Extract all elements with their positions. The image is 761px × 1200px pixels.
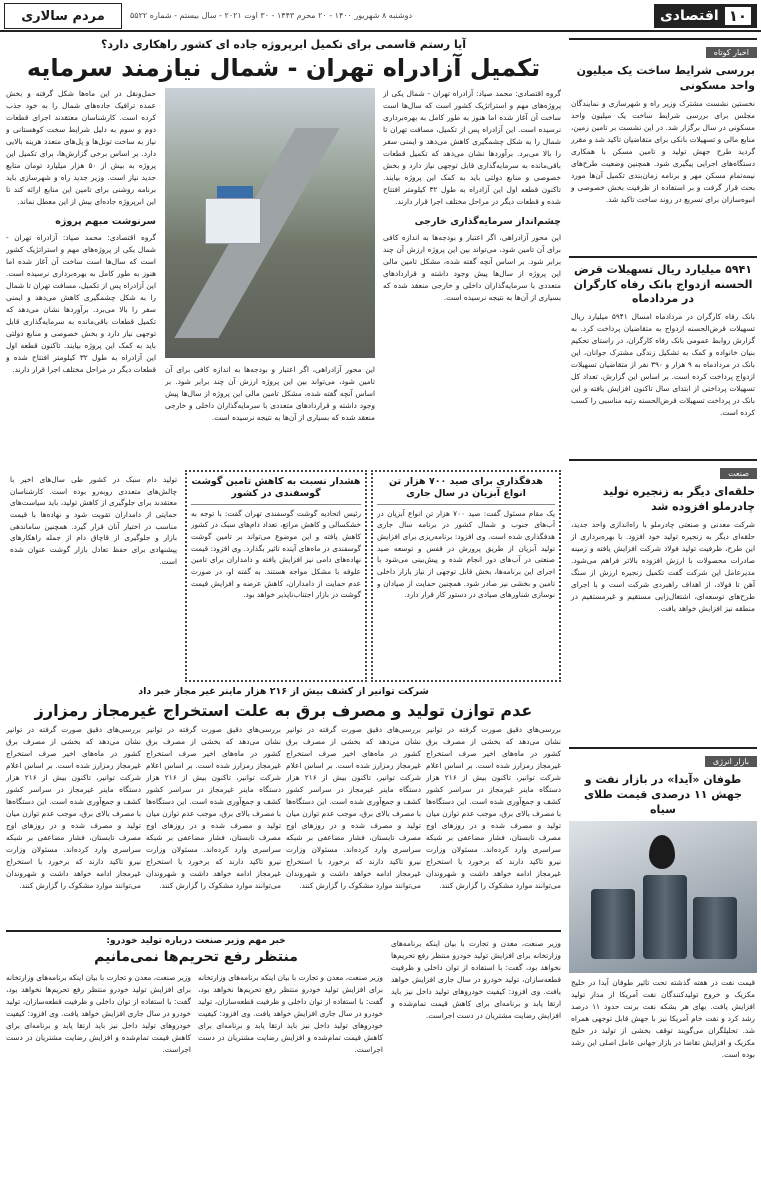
dateline: دوشنبه ۸ شهریور ۱۴۰۰ - ۲۰ محرم ۱۴۴۳ - ۳۰ اوت ۲۰۲۱ - سال بیستم - شماره ۵۵۲۲ — [130, 11, 413, 20]
news-body: بانک رفاه کارگران در مردادماه امسال ۵۹۴۱ میلیارد ریال تسهیلات قرض‌الحسنه ازدواج به متقاضیان پرداخت کرد. به گزارش روابط عمومی بانک رفاه کارگران، در راستای تحکیم بنیان خانواده و کمک به تشکیل زندگی مشترک جوانان، این بانک در مردادماه به ۹ هزار و ۳۹۰ نفر از متقاضیان تسهیلات ازدواج پرداخت کرده است. بر اساس این گزارش، تعداد کل تسهیلات پرداختی از ابتدای سال تاکنون افزایش یافته و این بانک در پرداخت تسهیلات قرض‌الحسنه رتبه مناسبی را کسب کرده است. — [571, 312, 755, 418]
oil-barrels-photo — [569, 821, 757, 973]
boxed-body: رئیس اتحادیه گوشت گوسفندی تهران گفت: با توجه به خشکسالی و کاهش مراتع، تعداد دام‌های سبک در کشور کاهش یافته و این موضوع می‌تواند بر تامین گوشت گوسفندی در ماه‌های آینده تاثیر بگذارد. وی افزود: قیمت نهاده‌های دامی نیز افزایش یافته و دامداران برای تامین علوفه با مشکل مواجه هستند. به گفته او، در صورت عدم حمایت از دامداران، کاهش عرضه و افزایش قیمت گوشت در بازار اجتناب‌ناپذیر خواهد بود. — [191, 508, 361, 600]
article-column — [146, 724, 281, 924]
boxed-headline[interactable]: هشدار نسبت به کاهش تامین گوشت گوسفندی در کشور — [191, 476, 361, 505]
article-text: این محور آزادراهی، اگر اعتبار و بودجه‌ها به اندازه کافی برای آن تامین شود، می‌تواند بین این پروژه ارزش آن چند برابر شود. بر اساس آنچه گفته شده، مشکل تامین مالی این پروژه از سال‌ها پیش وجود داشته و قراردادهای متعددی با سرمایه‌گذاران داخلی و خارجی منعقد شده که بسیاری از آن‌ها به نتیجه نرسیده است. — [383, 233, 561, 303]
article-column — [426, 724, 561, 924]
article-column — [383, 88, 561, 468]
highway-photo — [165, 88, 375, 358]
masthead — [0, 0, 761, 32]
article-column — [165, 364, 375, 468]
article-column — [6, 972, 191, 1192]
page-badge — [654, 4, 757, 28]
boxed-story — [371, 470, 561, 682]
energy-story — [6, 724, 561, 924]
oil-drop-icon — [649, 835, 675, 869]
barrel-image — [693, 897, 737, 959]
paper-logo: مردم سالاری — [4, 3, 122, 29]
building-shape — [205, 198, 261, 244]
sidebar — [569, 38, 757, 1085]
barrel-image — [643, 875, 687, 959]
energy-headline[interactable]: عدم توازن تولید و مصرف برق به علت استخراج غیرمجاز رمزارز — [34, 701, 533, 720]
section-name: اقتصادی — [659, 8, 719, 24]
article-column — [6, 724, 141, 924]
boxed-body: تولید دام سبک در کشور طی سال‌های اخیر با چالش‌های متعددی روبه‌رو بوده است. کارشناسان معتقدند برای جلوگیری از کاهش تولید، باید سیاست‌های حمایتی از دامداران تقویت شود و نهاده‌ها با قیمت مناسب در اختیار آنان قرار گیرد. همچنین ساماندهی بازار و جلوگیری از قاچاق دام از جمله راهکارهای پیشنهادی برای حفظ تعادل بازار گوشت عنوان شده است. — [10, 475, 177, 566]
article-text: بررسی‌های دقیق صورت گرفته در توانیر نشان می‌دهد که بخشی از مصرف برق کشور در ماه‌های اخیر صرف استخراج غیرمجاز رمزارز شده است. بر اساس اعلام شرکت توانیر، تاکنون بیش از ۲۱۶ هزار دستگاه ماینر غیرمجاز در سراسر کشور کشف و جمع‌آوری شده است. این دستگاه‌ها با مصرف بالای برق، موجب عدم توازن میان تولید و مصرف شده و در روزهای اوج مصرف تابستان، فشار مضاعفی بر شبکه سراسری وارد کرده‌اند. مسئولان وزارت نیرو تاکید دارند که برخورد با استخراج غیرمجاز ادامه خواهد داشت و شهروندان می‌توانند موارد مشکوک را گزارش کنند. — [6, 725, 141, 890]
news-body: نخستین نشست مشترک وزیر راه و شهرسازی و نمایندگان مجلس برای بررسی شرایط ساخت یک میلیون واحد مسکونی در سال برگزار شد. در این نشست بر تامین زمین، منابع مالی و تسهیلات بانکی برای متقاضیان تاکید شد و مقرر گردید طرح جهش تولید و تامین مسکن با همکاری دستگاه‌های اجرایی پیگیری شود. همچنین وضعیت طرح‌های نیمه‌تمام مسکن مهر و برنامه زمان‌بندی تکمیل آن‌ها مورد بحث قرار گرفت و بر استفاده از ظرفیت بخش خصوصی و انبوه‌سازان برای تسریع در روند ساخت تاکید شد. — [571, 98, 755, 204]
news-headline[interactable]: ۵۹۴۱ میلیارد ریال تسهیلات قرض الحسنه ازدواج بانک رفاه کارگران در مردادماه — [573, 262, 753, 306]
article-text: گروه اقتصادی: محمد صیاد: آزادراه تهران - شمال یکی از پروژه‌های مهم و استراتژیک کشور است که سال‌ها است ساخت آن آغاز شده اما هنوز به طور کامل به بهره‌برداری نرسیده است. این آزادراه پس از تکمیل، مسافت تهران تا شمال را به شکل چشمگیری کاهش می‌دهد و ایمنی سفر را بالا می‌برد. برآوردها نشان می‌دهد که تکمیل قطعات باقی‌مانده به سرمایه‌گذاری قابل توجهی نیاز دارد و بخش خصوصی و منابع دولتی باید به کمک این پروژه بیایند. تاکنون قطعه اول این آزادراه به طول ۳۲ کیلومتر افتتاح شده و قطعات دیگر در مراحل مختلف اجرا قرار دارند. — [6, 233, 156, 375]
article-text: حمل‌ونقل در این ماه‌ها شکل گرفته و بخش عمده ترافیک جاده‌های شمال را به خود جذب کرده است. کارشناسان معتقدند اجرای قطعات دوم و سوم به دلیل شرایط سخت کوهستانی و نیاز به ساخت تونل‌ها و پل‌های متعدد هزینه بالایی دارد. بر اساس برخی گزارش‌ها، برای تکمیل این پروژه به بیش از ۵۰ هزار میلیارد تومان منابع جدید نیاز است. وزیر جدید راه و شهرسازی باید برنامه روشنی برای تامین این منابع ارائه کند تا این ابرپروژه جاده‌ای بیش از این معطل نماند. — [6, 89, 156, 206]
news-kicker: بازار انرژی — [705, 756, 757, 767]
article-text: بررسی‌های دقیق صورت گرفته در توانیر نشان می‌دهد که بخشی از مصرف برق کشور در ماه‌های اخیر صرف استخراج غیرمجاز رمزارز شده است. بر اساس اعلام شرکت توانیر، تاکنون بیش از ۲۱۶ هزار دستگاه ماینر غیرمجاز در سراسر کشور کشف و جمع‌آوری شده است. این دستگاه‌ها با مصرف بالای برق، موجب عدم توازن میان تولید و مصرف شده و در روزهای اوج مصرف تابستان، فشار مضاعفی بر شبکه سراسری وارد کرده‌اند. مسئولان وزارت نیرو تاکید دارند که برخورد با استخراج غیرمجاز ادامه خواهد داشت و شهروندان می‌توانند موارد مشکوک را گزارش کنند. — [426, 725, 561, 890]
article-text: وزیر صنعت، معدن و تجارت با بیان اینکه برنامه‌های وزارتخانه برای افزایش تولید خودرو منتظر رفع تحریم‌ها نخواهد بود، گفت: با استفاده از توان داخلی و ظرفیت قطعه‌سازان، تولید خودرو در سال جاری افزایش خواهد یافت. وی افزود: کیفیت خودروهای تولید داخل نیز باید ارتقا یابد و برنامه‌ای برای کاهش قیمت تمام‌شده و افزایش رضایت مشتریان در دست اجراست. — [198, 973, 383, 1054]
subheading: سرنوشت مبهم پروژه — [55, 215, 156, 227]
news-item — [569, 747, 757, 1078]
article-text: وزیر صنعت، معدن و تجارت با بیان اینکه برنامه‌های وزارتخانه برای افزایش تولید خودرو منتظر رفع تحریم‌ها نخواهد بود، گفت: با استفاده از توان داخلی و ظرفیت قطعه‌سازان، تولید خودرو در سال جاری افزایش خواهد یافت. وی افزود: کیفیت خودروهای تولید داخل نیز باید ارتقا یابد و برنامه‌ای برای کاهش قیمت تمام‌شده و افزایش رضایت مشتریان در دست اجراست. — [6, 973, 191, 1054]
news-item — [569, 459, 757, 739]
boxed-story — [6, 470, 181, 682]
boxed-headline[interactable]: هدفگذاری برای صید ۷۰۰ هزار تن انواع آبزیان در سال جاری — [377, 476, 555, 505]
boxed-body: یک مقام مسئول گفت: صید ۷۰۰ هزار تن انواع آبزیان در آب‌های جنوب و شمال کشور در برنامه سال جاری هدفگذاری شده است. وی افزود: برنامه‌ریزی برای افزایش تولید آبزیان از طریق پرورش در قفس و توسعه صید صنعتی در آب‌های دور انجام شده و پیش‌بینی می‌شود با اجرای این برنامه‌ها، بخش قابل توجهی از نیاز بازار داخلی تامین و بخشی نیز صادر شود. همچنین حمایت از صیادان و نوسازی شناورهای صیادی در دستور کار قرار دارد. — [377, 508, 555, 600]
energy-kicker: شرکت توانیر از کشف بیش از ۲۱۶ هزار ماینر غیر مجاز خبر داد — [138, 686, 429, 697]
news-item — [569, 256, 757, 452]
news-headline[interactable]: بررسی شرایط ساخت یک میلیون واحد مسکونی — [576, 64, 755, 92]
news-kicker: صنعت — [720, 468, 757, 479]
page-number: ۱۰ — [725, 7, 751, 25]
bottom-headline[interactable]: منتظر رفع تحریم‌ها نمی‌مانیم — [94, 949, 298, 965]
news-headline[interactable]: حلقه‌ای دیگر به زنجیره تولید چادرملو افزوده شد — [602, 485, 755, 514]
article-text: وزیر صنعت، معدن و تجارت با بیان اینکه برنامه‌های وزارتخانه برای افزایش تولید خودرو منتظر رفع تحریم‌ها نخواهد بود، گفت: با استفاده از توان داخلی و ظرفیت قطعه‌سازان، تولید خودرو در سال جاری افزایش خواهد یافت. وی افزود: کیفیت خودروهای تولید داخل نیز باید ارتقا یابد و برنامه‌ای برای کاهش قیمت تمام‌شده و افزایش رضایت مشتریان در دست اجراست. — [391, 939, 561, 1020]
main-headline[interactable]: تکمیل آزادراه تهران - شمال نیازمند سرمایه — [26, 54, 541, 82]
subheading: چشم‌انداز سرمایه‌گذاری خارجی — [414, 215, 561, 227]
news-body: شرکت معدنی و صنعتی چادرملو با راه‌اندازی واحد جدید، حلقه‌ای دیگر به زنجیره تولید خود افزود. با بهره‌برداری از این طرح، ظرفیت تولید فولاد شرکت افزایش یافته و زمینه صادرات محصولات با ارزش افزوده بالاتر فراهم می‌شود. مدیرعامل این شرکت گفت تکمیل زنجیره ارزش از سنگ آهن تا فولاد، از اهداف راهبردی شرکت است و با اجرای طرح‌های توسعه‌ای، اشتغال‌زایی مستقیم و غیرمستقیم در منطقه نیز افزایش خواهد یافت. — [571, 519, 755, 613]
article-column — [198, 972, 383, 1192]
main-kicker: آیا رستم قاسمی برای تکمیل ابرپروژه جاده ای کشور راهکاری دارد؟ — [101, 38, 466, 51]
article-text: بررسی‌های دقیق صورت گرفته در توانیر نشان می‌دهد که بخشی از مصرف برق کشور در ماه‌های اخیر صرف استخراج غیرمجاز رمزارز شده است. بر اساس اعلام شرکت توانیر، تاکنون بیش از ۲۱۶ هزار دستگاه ماینر غیرمجاز در سراسر کشور کشف و جمع‌آوری شده است. این دستگاه‌ها با مصرف بالای برق، موجب عدم توازن میان تولید و مصرف شده و در روزهای اوج مصرف تابستان، فشار مضاعفی بر شبکه سراسری وارد کرده‌اند. مسئولان وزارت نیرو تاکید دارند که برخورد با استخراج غیرمجاز ادامه خواهد داشت و شهروندان می‌توانند موارد مشکوک را گزارش کنند. — [146, 725, 281, 890]
news-headline[interactable]: طوفان «آیدا» در بازار نفت و جهش ۱۱ درصدی قیمت طلای سیاه — [583, 772, 743, 816]
barrel-image — [591, 889, 635, 959]
news-kicker: اخبار کوتاه — [706, 47, 757, 58]
bottom-kicker: خبر مهم وزیر صنعت درباره تولید خودرو: — [106, 936, 286, 946]
article-column — [6, 88, 156, 468]
article-text: بررسی‌های دقیق صورت گرفته در توانیر نشان می‌دهد که بخشی از مصرف برق کشور در ماه‌های اخیر صرف استخراج غیرمجاز رمزارز شده است. بر اساس اعلام شرکت توانیر، تاکنون بیش از ۲۱۶ هزار دستگاه ماینر غیرمجاز در سراسر کشور کشف و جمع‌آوری شده است. این دستگاه‌ها با مصرف بالای برق، موجب عدم توازن میان تولید و مصرف شده و در روزهای اوج مصرف تابستان، فشار مضاعفی بر شبکه سراسری وارد کرده‌اند. مسئولان وزارت نیرو تاکید دارند که برخورد با استخراج غیرمجاز ادامه خواهد داشت و شهروندان می‌توانند موارد مشکوک را گزارش کنند. — [286, 725, 421, 890]
article-text: این محور آزادراهی، اگر اعتبار و بودجه‌ها به اندازه کافی برای آن تامین شود، می‌تواند بین این پروژه ارزش آن چند برابر شود. بر اساس آنچه گفته شده، مشکل تامین مالی این پروژه از سال‌ها پیش وجود داشته و قراردادهای متعددی با سرمایه‌گذاران داخلی و خارجی منعقد شده که بسیاری از آن‌ها به نتیجه نرسیده است. — [165, 365, 375, 422]
article-text: گروه اقتصادی: محمد صیاد: آزادراه تهران - شمال یکی از پروژه‌های مهم و استراتژیک کشور است که سال‌ها است ساخت آن آغاز شده اما هنوز به طور کامل به بهره‌برداری نرسیده است. این آزادراه پس از تکمیل، مسافت تهران تا شمال را به شکل چشمگیری کاهش می‌دهد و ایمنی سفر را بالا می‌برد. برآوردها نشان می‌دهد که تکمیل قطعات باقی‌مانده به سرمایه‌گذاری قابل توجهی نیاز دارد و بخش خصوصی و منابع دولتی باید به کمک این پروژه بیایند. تاکنون قطعه اول این آزادراه به طول ۳۲ کیلومتر افتتاح شده و قطعات دیگر در مراحل مختلف اجرا قرار دارند. — [383, 89, 561, 206]
boxed-story — [185, 470, 367, 682]
main-story — [6, 88, 561, 468]
article-column — [391, 938, 561, 1192]
boxed-stories — [6, 470, 561, 682]
bottom-story — [6, 930, 561, 1194]
article-column — [286, 724, 421, 924]
news-body: قیمت نفت در هفته گذشته تحت تاثیر طوفان آیدا در خلیج مکزیک و خروج تولیدکنندگان نفت آمریکا از مدار تولید افزایش یافت. بهای هر بشکه نفت برنت حدود ۱۱ درصد رشد کرد و نفت خام آمریکا نیز با جهش قابل توجهی همراه شد. تحلیلگران می‌گویند توقف بخشی از تولید در خلیج مکزیک و افزایش تقاضا در بازار جهانی عامل اصلی این رشد بوده است. — [571, 978, 755, 1060]
news-item — [569, 38, 757, 248]
